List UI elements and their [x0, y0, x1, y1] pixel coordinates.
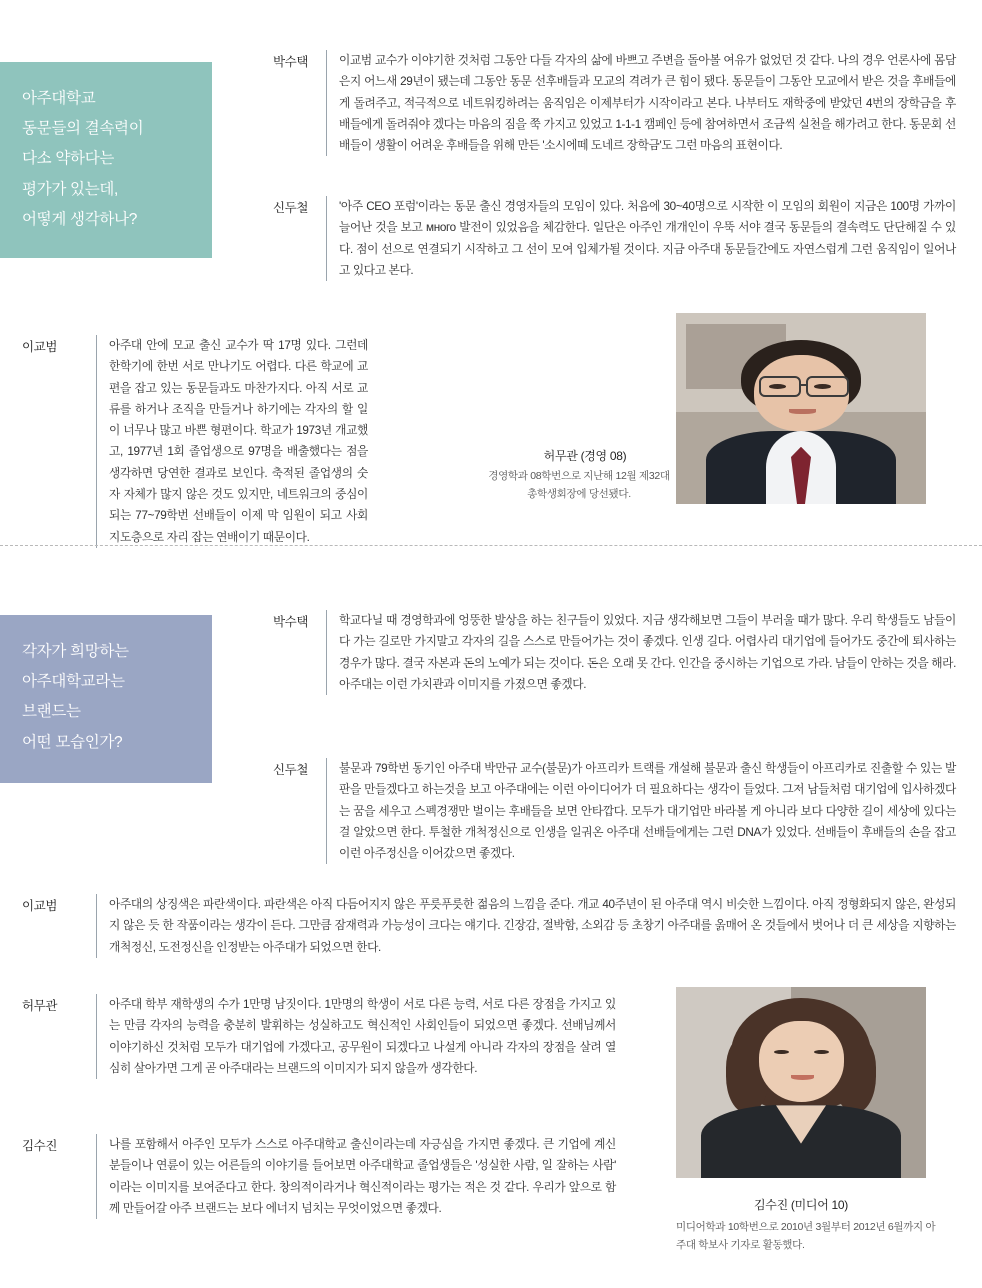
answer-text: 이교범 교수가 이야기한 것처럼 그동안 다들 각자의 삶에 바쁘고 주변을 돌아볼 여유가 없었던 것 같다. 나의 경우 언론사에 몸담은지 어느새 29년이 됐는데 그동안 동문 선후배들과 모교의 격려가 큰 힘이 됐다. 동문들이 그동안 모교에서 받은 것을 후배들에게 돌려주고, 적극적으로 네트워킹하려는 움직임은 이제부터가 시작이라고 본다. 나부터도 재학중에 받았던 4번의 장학금을 후배들에게 돌려줘야 겠다는 마음의 짐을 쭉 가지고 있었고 1-1-1 캠페인 등에 참여하면서 조금씩 실천을 해가려고 한다. 동문회 선배들이 생활이 어려운 후배들을 위해 만든 '소시에떼 도네르 장학금'도 그런 마음의 표현이다.	[326, 50, 956, 156]
speaker-name: 박수택	[272, 615, 308, 629]
speaker-name: 이교범	[22, 899, 58, 913]
question-line: 브랜드는	[22, 703, 81, 721]
speaker-name: 김수진	[22, 1139, 58, 1153]
portrait-photo-kim	[676, 987, 926, 1178]
photo-caption-name: 허무관 (경영 08)	[543, 449, 627, 463]
speaker-name: 이교범	[22, 340, 58, 354]
portrait-illustration	[676, 987, 926, 1178]
photo-caption-desc: 경영학과 08학번으로 지난해 12월 제32대 총학생회장에 당선됐다.	[488, 470, 670, 500]
portrait-illustration	[676, 313, 926, 504]
question-line: 평가가 있는데,	[22, 180, 119, 198]
question-banner-2	[0, 615, 212, 783]
question-line: 각자가 희망하는	[22, 643, 129, 660]
question-line: 어떤 모습인가?	[22, 733, 123, 751]
question-banner-1	[0, 62, 212, 258]
photo-caption-name: 김수진 (미디어 10)	[754, 1198, 848, 1212]
question-line: 다소 약하다는	[22, 150, 115, 168]
answer-text: 학교다닐 때 경영학과에 엉뚱한 발상을 하는 친구들이 있었다. 지금 생각해보면 그들이 부러울 때가 많다. 우리 학생들도 남들이 다 가는 길로만 가지말고 각자의 길을 스스로 만들어가는 것이 좋겠다. 인생 길다. 어렵사리 대기업에 들어가도 중간에 퇴사하는 경우가 많다. 결국 자본과 돈의 노예가 되는 것이다. 돈은 오래 못 간다. 인간을 중시하는 기업으로 가라. 남들이 안하는 것을 해라. 아주대는 이런 가치관과 이미지를 가졌으면 좋겠다.	[326, 610, 956, 695]
photo-caption-desc: 미디어학과 10학번으로 2010년 3월부터 2012년 6월까지 아주대 학보사 기자로 활동했다.	[676, 1221, 936, 1251]
answer-text: 아주대 학부 재학생의 수가 1만명 남짓이다. 1만명의 학생이 서로 다른 능력, 서로 다른 장점을 가지고 있는 만큼 각자의 능력을 충분히 발휘하는 성실하고도 혁신적인 사회인들이 되었으면 좋겠다. 선배님께서 이야기하신 것처럼 모두가 대기업에 가겠다고, 공무원이 되겠다고 나설게 아니라 각자의 장점을 살려 열심히 살아가면 그게 곧 아주대라는 브랜드의 이미지가 되지 않을까 생각한다.	[96, 994, 616, 1079]
speaker-name: 박수택	[272, 55, 308, 69]
question-line: 동문들의 결속력이	[22, 120, 144, 138]
answer-text: 아주대의 상징색은 파란색이다. 파란색은 아직 다듬어지지 않은 푸릇푸릇한 젊음의 느낌을 준다. 개교 40주년이 된 아주대 역시 비슷한 느낌이다. 아직 정형화되지 않은, 완성되지 않은 듯 한 작품이라는 생각이 든다. 그만큼 잠재력과 가능성이 크다는 얘기다. 긴장감, 절박함, 소외감 등 초창기 아주대를 옭매어 온 것들에서 벗어나 더 큰 세상을 지향하는 개척정신, 도전정신을 인정받는 아주대가 되었으면 한다.	[96, 894, 956, 958]
answer-text: 나를 포함해서 아주인 모두가 스스로 아주대학교 출신이라는데 자긍심을 가지면 좋겠다. 큰 기업에 계신 분들이나 연륜이 있는 어른들의 이야기를 들어보면 아주대학교 졸업생들은 '성실한 사람, 일 잘하는 사람' 이라는 이미지를 보여준다고 한다. 창의적이라거나 혁신적이라는 평가는 적은 것 같다. 우리가 앞으로 함께 만들어갈 아주 브랜드는 보다 에너지 넘치는 무엇이었으면 좋겠다.	[96, 1134, 616, 1219]
speaker-name: 허무관	[22, 999, 58, 1013]
question-line: 아주대학교	[22, 90, 96, 107]
portrait-photo-heo	[676, 313, 926, 504]
question-line: 어떻게 생각하나?	[22, 210, 138, 228]
question-line: 아주대학교라는	[22, 673, 125, 691]
section-divider	[0, 545, 982, 546]
speaker-name: 신두철	[272, 201, 308, 215]
answer-text: '아주 CEO 포럼'이라는 동문 출신 경영자들의 모임이 있다. 처음에 30~40명으로 시작한 이 모임의 회원이 지금은 100명 가까이 늘어난 것을 보고 много 발전이 있었음을 체감한다. 일단은 아주인 개개인이 우뚝 서야 결국 동문들의 결속력도 단단해질 수 있다. 점이 선으로 연결되기 시작하고 그 선이 모여 입체가될 것이다. 지금 아주대 동문들간에도 자연스럽게 그런 움직임이 일어나고 있다고 본다.	[326, 196, 956, 281]
speaker-name: 신두철	[272, 763, 308, 777]
answer-text: 아주대 안에 모교 출신 교수가 딱 17명 있다. 그런데 한학기에 한번 서로 만나기도 어렵다. 다른 학교에 교편을 잡고 있는 동문들과도 마찬가지다. 아직 서로 교류를 하거나 조직을 만들거나 하기에는 각자의 할 일이 너무나 많고 바쁜 형편이다. 학교가 1973년 개교했고, 1977년 1회 졸업생으로 97명을 배출했다는 점을 생각하면 당연한 결과로 보인다. 축적된 졸업생의 숫자 자체가 많지 않은 것도 있지만, 네트워크의 중심이 되는 77~79학번 선배들이 이제 막 임원이 되고 사회 지도층으로 자리 잡는 연배이기 때문이다.	[96, 335, 368, 548]
answer-text: 불문과 79학번 동기인 아주대 박만규 교수(불문)가 아프리카 트랙를 개설해 불문과 출신 학생들이 아프리카로 진출할 수 있는 발판을 만들겠다고 하는것을 보고 아주대에는 이런 아이디어가 더 필요하다는 생각이 들었다. 그저 남들처럼 대기업에 입사하겠다는 꿈을 세우고 스펙경쟁만 벌이는 후배들을 보면 안타깝다. 모두가 대기업만 바라볼 게 아니라 보다 다양한 길이 세상에 있다는 걸 알았으면 한다. 투철한 개척정신으로 인생을 일궈온 아주대 선배들에게는 그런 DNA가 있었다. 선배들이 후배들의 손을 잡고 이런 아주정신을 이어갔으면 좋겠다.	[326, 758, 956, 864]
